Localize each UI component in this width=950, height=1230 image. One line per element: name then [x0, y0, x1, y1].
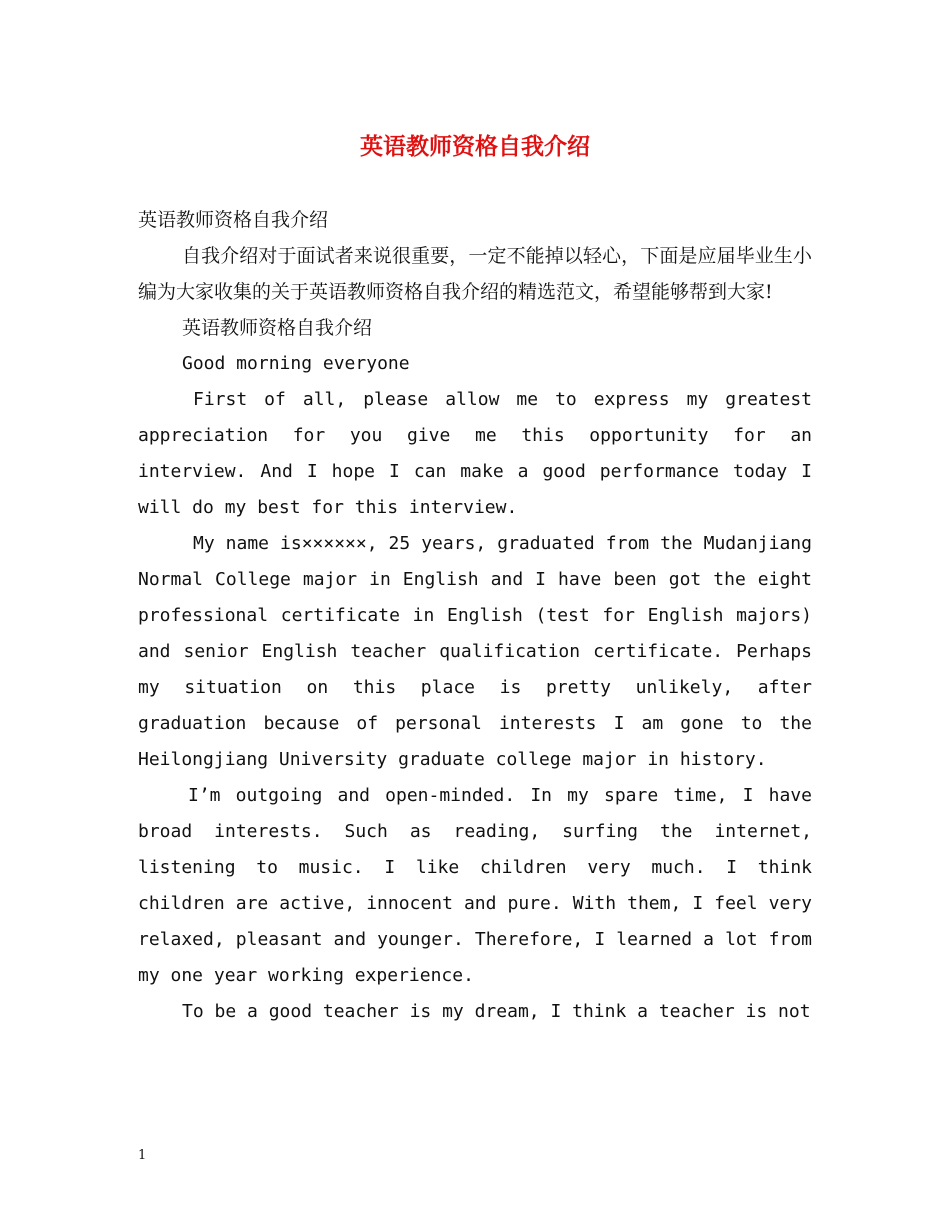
paragraph-name-education: My name is××××××, 25 years, graduated from the Mudanjiang Normal College major in English and I have been got the eight professional certificate in English (test for English majors) and senior English teacher qualification certificate. Perhaps my situation on this place is pretty unlikely, after graduation because of personal interests I am gone to the Heilongjiang University graduate college major in history. [138, 533, 812, 770]
paragraph-heading: 英语教师资格自我介绍 [138, 209, 329, 231]
paragraph-intro: 自我介绍对于面试者来说很重要，一定不能掉以轻心，下面是应届毕业生小编为大家收集的关于英语教师资格自我介绍的精选范文，希望能够帮到大家! [138, 245, 812, 303]
document-body [138, 202, 812, 1030]
paragraph-subheading: 英语教师资格自我介绍 [182, 317, 373, 339]
paragraph-greeting: Good morning everyone [182, 353, 410, 374]
paragraph-appreciation: First of all, please allow me to express my greatest appreciation for you give me this opportunity for an interview. And I hope I can make a good performance today I will do my best for this interview. [138, 389, 812, 518]
document-title: 英语教师资格自我介绍 [360, 133, 590, 160]
paragraph-teacher-dream: To be a good teacher is my dream, I think a teacher is not [182, 1001, 811, 1022]
paragraph-personality: I’m outgoing and open-minded. In my spare time, I have broad interests. Such as reading, surfing the internet, listening to music. I like children very much. I think children are active, innocent and pure. With them, I feel very relaxed, pleasant and younger. Therefore, I learned a lot from my one year working experience. [138, 785, 812, 986]
page-number: 1 [138, 1148, 147, 1163]
